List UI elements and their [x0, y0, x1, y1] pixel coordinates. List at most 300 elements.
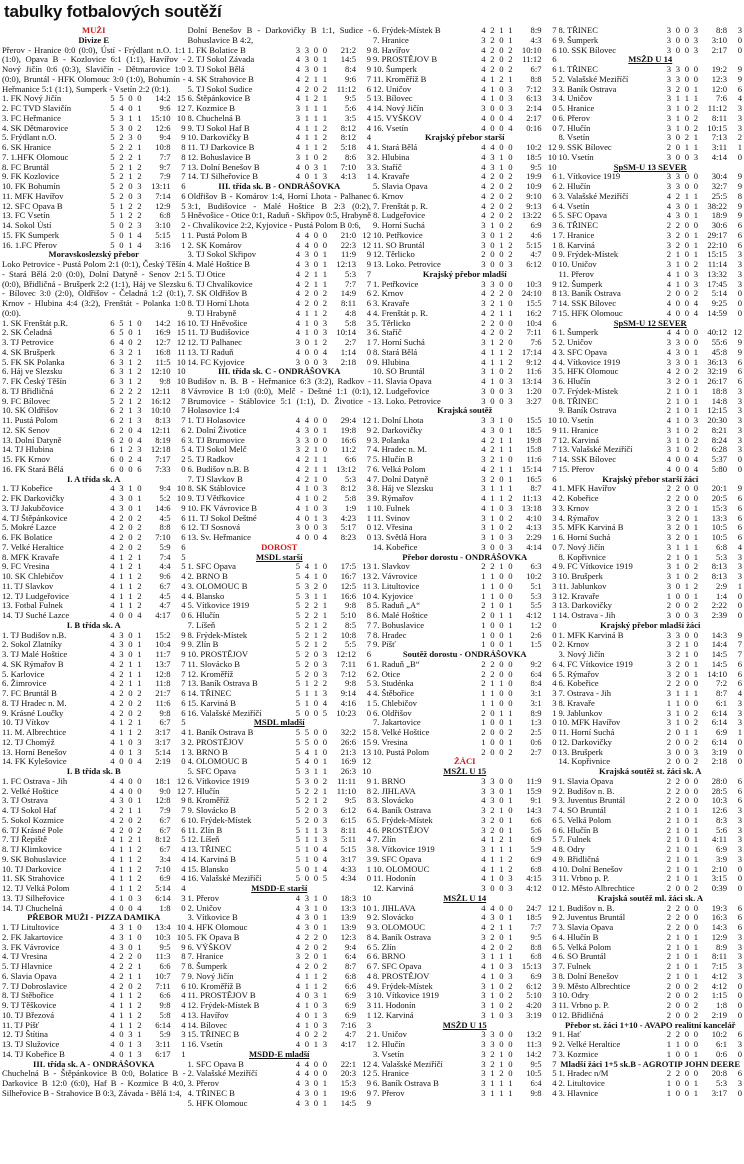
draws: 1 — [128, 162, 133, 172]
losses: 1 — [508, 835, 513, 845]
draws: 0 — [684, 786, 689, 796]
table-row — [188, 894, 372, 904]
draws: 0 — [684, 630, 689, 640]
wins: 2 — [304, 601, 309, 611]
played: 6 — [110, 328, 115, 338]
draws: 0 — [499, 1030, 504, 1040]
points: 12 — [547, 143, 557, 152]
score: 2:14 — [526, 104, 542, 113]
table-row — [373, 182, 557, 192]
table-row — [2, 358, 186, 368]
team-name: 3. OLOMOUC B — [187, 581, 248, 591]
played: 2 — [666, 289, 671, 299]
wins: 1 — [490, 952, 495, 962]
table-row — [373, 445, 557, 455]
team-name: 4. SK Dětmarovice — [2, 123, 69, 133]
wins: 2 — [490, 318, 495, 328]
losses: 0 — [508, 1049, 513, 1059]
played: 4 — [295, 981, 300, 991]
draws: 0 — [684, 182, 689, 191]
wins: 2 — [119, 679, 124, 689]
points: 5 — [552, 835, 557, 845]
score: 9:5 — [159, 942, 171, 952]
played: 3 — [666, 133, 671, 143]
played: 4 — [110, 1010, 115, 1020]
draws: 0 — [684, 913, 689, 923]
played: 4 — [110, 601, 115, 611]
table-row — [373, 192, 557, 202]
draws: 1 — [313, 562, 318, 572]
team-name: 12. Město Albrechtice — [558, 884, 635, 893]
played: 3 — [481, 35, 486, 45]
draws: 0 — [684, 533, 689, 542]
points: 3 — [737, 113, 742, 123]
table-row — [2, 504, 186, 514]
losses: 0 — [508, 669, 513, 679]
team-name: 7. Frýdek-Místek — [558, 386, 619, 396]
losses: 0 — [693, 172, 698, 182]
table-row — [2, 436, 186, 446]
team-name: 7. Hranice — [558, 230, 595, 240]
draws: 1 — [499, 299, 504, 308]
table-row — [188, 738, 372, 748]
points: 4 — [181, 854, 186, 864]
team-name: 6. PROSTĚJOV — [373, 825, 430, 835]
points: 3 — [552, 503, 557, 513]
wins: 2 — [304, 952, 309, 962]
points: 9 — [552, 786, 557, 796]
points: 9 — [366, 1079, 371, 1088]
team-name: 10. Uničov — [558, 260, 597, 269]
score: 11:8 — [155, 679, 171, 689]
losses: 2 — [322, 133, 327, 143]
team-name: 3. Vsetín — [373, 1049, 404, 1059]
losses: 6 — [137, 464, 142, 474]
wins: 2 — [675, 523, 680, 533]
section-heading: ŽÁCI — [454, 757, 476, 767]
losses: 1 — [508, 601, 513, 611]
wins: 1 — [675, 269, 680, 279]
section-heading: MSDL mladší — [253, 718, 305, 728]
losses: 2 — [137, 162, 142, 172]
draws: 0 — [684, 74, 689, 84]
wins: 3 — [490, 425, 495, 435]
losses: 2 — [137, 815, 142, 825]
team-name: 4. Kyjovice — [373, 591, 414, 601]
played: 4 — [666, 464, 671, 474]
table-row — [373, 611, 557, 621]
score: 4:13 — [526, 523, 542, 533]
draws: 1 — [313, 513, 318, 523]
score: 12:6 — [155, 123, 171, 133]
losses: 2 — [693, 435, 698, 445]
losses: 0 — [508, 318, 513, 328]
team-name: 12. SFC Opava B — [2, 201, 63, 211]
draws: 1 — [684, 94, 689, 104]
score: 4:7 — [345, 1030, 356, 1040]
wins: 1 — [675, 542, 680, 552]
losses: 2 — [137, 386, 142, 396]
table-row — [2, 338, 186, 348]
score: 22:10 — [707, 240, 727, 250]
table-row — [2, 865, 186, 875]
score: 6:8 — [716, 542, 727, 552]
score: 26:3 — [340, 767, 356, 776]
table-row — [188, 650, 372, 660]
draws: 0 — [684, 328, 689, 338]
played: 4 — [295, 416, 300, 425]
wins: 0 — [675, 1079, 680, 1088]
losses: 3 — [137, 416, 142, 425]
points: 6 — [737, 1069, 742, 1079]
team-name: 9. Frýdek-Místek — [373, 981, 433, 991]
losses: 1 — [693, 133, 698, 143]
wins: 1 — [119, 737, 124, 747]
played: 4 — [481, 113, 486, 123]
draws: 1 — [128, 230, 133, 240]
losses: 5 — [322, 708, 327, 718]
draws: 2 — [128, 386, 133, 396]
team-name: 1. BRNO — [373, 776, 406, 786]
played: 4 — [110, 718, 115, 728]
team-name: 6. BRNO — [373, 952, 406, 962]
wins: 2 — [675, 679, 680, 689]
table-row — [2, 153, 186, 163]
points: 10 — [176, 377, 186, 386]
table-row — [2, 933, 186, 943]
played: 1 — [481, 698, 486, 708]
table-row — [373, 1069, 557, 1079]
points: 13 — [362, 747, 371, 757]
team-name: 2. Kobeřice — [558, 494, 599, 503]
team-name: 8. Vsetín — [558, 133, 590, 143]
played: 3 — [666, 513, 671, 523]
losses: 3 — [508, 533, 513, 542]
wins: 2 — [490, 65, 495, 74]
wins: 2 — [119, 152, 124, 162]
played: 4 — [481, 289, 486, 299]
played: 3 — [481, 1049, 486, 1059]
table-row — [188, 816, 372, 826]
wins: 1 — [675, 874, 680, 884]
points: 9 — [366, 250, 371, 260]
points: 4 — [737, 689, 742, 698]
played: 4 — [110, 708, 115, 718]
losses: 1 — [322, 113, 327, 123]
losses: 1 — [322, 104, 327, 113]
played: 1 — [666, 1079, 671, 1088]
draws: 0 — [684, 572, 689, 581]
points: 6 — [181, 542, 186, 552]
played: 3 — [481, 1059, 486, 1069]
points: 0 — [366, 357, 371, 367]
played: 4 — [481, 464, 486, 474]
played: 4 — [110, 523, 115, 533]
team-name: 15. Karviná B — [187, 698, 236, 708]
losses: 1 — [137, 104, 142, 113]
score: 7:13 — [711, 133, 727, 143]
score: 12:5 — [340, 581, 356, 591]
draws: 0 — [128, 786, 133, 796]
wins: 2 — [675, 659, 680, 669]
losses: 2 — [322, 620, 327, 630]
wins: 1 — [490, 533, 495, 542]
played: 4 — [110, 1040, 115, 1049]
losses: 3 — [322, 172, 327, 182]
losses: 3 — [693, 35, 698, 45]
team-name: 13. TJ Raduň — [187, 347, 234, 357]
draws: 1 — [499, 864, 504, 874]
score: 8:9 — [530, 708, 542, 718]
points: 8 — [366, 611, 371, 620]
draws: 0 — [313, 1098, 318, 1108]
score: 0:39 — [711, 884, 727, 893]
score: 9:8 — [159, 708, 171, 718]
draws: 1 — [313, 981, 318, 991]
losses: 3 — [693, 269, 698, 279]
table-row — [559, 270, 743, 280]
wins: 2 — [304, 464, 309, 474]
team-name: 16. FK Stará Bělá — [2, 464, 64, 474]
team-name: 11. Horní Suchá — [558, 728, 615, 737]
score: 4:20 — [526, 1001, 542, 1010]
draws: 0 — [128, 191, 133, 201]
score: 5:14 — [155, 884, 171, 893]
score: 4:5 — [159, 513, 171, 523]
table-row — [559, 1030, 743, 1040]
draws: 0 — [499, 503, 504, 513]
draws: 0 — [128, 338, 133, 347]
played: 3 — [481, 952, 486, 962]
losses: 1 — [137, 328, 142, 338]
wins: 1 — [675, 260, 680, 269]
table-row — [188, 299, 372, 309]
points: 4 — [181, 1020, 186, 1030]
losses: 2 — [693, 718, 698, 728]
points: 4 — [366, 981, 371, 991]
section-heading: I. A třída sk. A — [67, 474, 121, 484]
losses: 0 — [508, 806, 513, 815]
wins: 0 — [675, 1001, 680, 1010]
losses: 3 — [322, 1010, 327, 1020]
wins: 3 — [675, 201, 680, 211]
draws: 0 — [313, 55, 318, 65]
score: 7:7 — [345, 279, 356, 289]
points: 3 — [737, 806, 742, 815]
points: 6 — [737, 230, 742, 240]
points: 4 — [181, 1010, 186, 1020]
wins: 2 — [304, 659, 309, 669]
score: 9:7 — [159, 162, 171, 172]
table-row — [559, 289, 743, 299]
draws: 1 — [313, 620, 318, 630]
table-row — [373, 738, 557, 748]
draws: 0 — [684, 815, 689, 825]
points: 9 — [737, 182, 742, 191]
wins: 0 — [675, 45, 680, 55]
played: 4 — [295, 230, 300, 240]
section-heading: Mladší žáci 1+5 sk.B - AGROTIP JOHN DEERE — [560, 1059, 741, 1069]
table-row — [559, 172, 743, 182]
played: 3 — [481, 367, 486, 377]
table-row — [2, 319, 186, 329]
losses: 0 — [508, 299, 513, 308]
draws: 1 — [499, 455, 504, 464]
table-row — [373, 533, 557, 543]
points: 8 — [366, 786, 371, 796]
played: 4 — [481, 835, 486, 845]
points: 12 — [362, 240, 371, 250]
played: 5 — [110, 191, 115, 201]
team-name: 6. Horní Suchá — [558, 533, 611, 542]
losses: 1 — [322, 591, 327, 601]
score: 8:11 — [712, 113, 727, 123]
played: 4 — [110, 669, 115, 679]
draws: 0 — [499, 35, 504, 45]
points: 0 — [366, 874, 371, 884]
score: 8:7 — [345, 962, 356, 971]
score: 10:2 — [526, 143, 542, 152]
draws: 1 — [313, 640, 318, 650]
wins: 2 — [304, 630, 309, 640]
played: 4 — [295, 347, 300, 357]
score: 2:6 — [530, 630, 542, 640]
table-row — [188, 270, 372, 280]
score: 7:14 — [155, 191, 171, 201]
team-name: 14. TJ Suché Lazce — [2, 611, 70, 620]
draws: 0 — [313, 650, 318, 659]
played: 4 — [295, 260, 300, 269]
played: 4 — [295, 308, 300, 318]
score: 9:4 — [159, 484, 171, 494]
score: 1:4 — [716, 591, 727, 601]
team-name: 6. Malé Hoštice — [373, 611, 428, 620]
score: 14:3 — [711, 923, 727, 932]
wins: 1 — [304, 94, 309, 104]
played: 4 — [295, 55, 300, 65]
points: 0 — [737, 289, 742, 299]
played: 5 — [110, 104, 115, 113]
points: 6 — [737, 84, 742, 94]
losses: 2 — [137, 338, 142, 347]
score: 19:9 — [526, 172, 542, 182]
points: 9 — [366, 1098, 371, 1108]
losses: 2 — [508, 172, 513, 182]
played: 4 — [481, 94, 486, 104]
draws: 2 — [128, 718, 133, 728]
score: 9:8 — [345, 679, 356, 689]
losses: 3 — [508, 1010, 513, 1020]
score: 19:2 — [711, 65, 727, 74]
table-row — [559, 85, 743, 95]
draws: 0 — [313, 289, 318, 299]
table-row — [559, 104, 743, 114]
wins: 1 — [304, 133, 309, 143]
team-name: 8. Dolní Benešov — [558, 971, 619, 981]
draws: 1 — [313, 123, 318, 133]
score: 6:28 — [711, 445, 727, 455]
points: 3 — [552, 874, 557, 884]
played: 5 — [110, 113, 115, 123]
points: 8 — [366, 932, 371, 942]
points: 4 — [366, 971, 371, 981]
table-row — [188, 904, 372, 914]
points: 3 — [737, 250, 742, 260]
table-row — [559, 777, 743, 787]
played: 4 — [481, 864, 486, 874]
score: 5:37 — [711, 455, 727, 464]
points: 0 — [552, 123, 557, 133]
wins: 0 — [490, 396, 495, 406]
team-name: 4. Blansko — [187, 591, 225, 601]
draws: 0 — [499, 211, 504, 221]
team-name: 3. OLOMOUC — [373, 923, 426, 932]
draws: 3 — [128, 1030, 133, 1040]
score: 5:10 — [340, 611, 356, 620]
section-heading: Krajská soutěž — [437, 406, 493, 416]
draws: 0 — [313, 1069, 318, 1079]
score: 16:9 — [155, 328, 171, 338]
draws: 1 — [128, 377, 133, 386]
played: 3 — [481, 221, 486, 230]
losses: 1 — [508, 845, 513, 854]
losses: 2 — [693, 562, 698, 572]
points: 6 — [737, 367, 742, 377]
played: 4 — [481, 162, 486, 172]
draws: 1 — [128, 581, 133, 591]
table-row — [373, 806, 557, 816]
standings-table — [188, 728, 372, 884]
score: 9:0 — [159, 786, 171, 796]
team-name: 8. Velké Hoštice — [373, 728, 430, 737]
points: 7 — [181, 416, 186, 425]
score: 1:2 — [530, 620, 542, 630]
wins: 2 — [119, 542, 124, 552]
points: 6 — [552, 172, 557, 182]
points: 6 — [552, 65, 557, 74]
table-row — [188, 943, 372, 953]
table-row — [559, 660, 743, 670]
played: 3 — [295, 445, 300, 455]
table-row — [559, 143, 743, 153]
points: 1 — [181, 1040, 186, 1049]
table-row — [2, 592, 186, 602]
score: 9:8 — [159, 377, 171, 386]
draws: 0 — [499, 620, 504, 630]
played: 3 — [666, 65, 671, 74]
points: 3 — [366, 162, 371, 172]
points: 4 — [366, 104, 371, 113]
score: 4:12 — [711, 971, 727, 981]
played: 3 — [481, 884, 486, 893]
points: 7 — [552, 26, 557, 35]
team-name: 12. Darkovičky — [558, 737, 612, 747]
wins: 1 — [490, 874, 495, 884]
score: 55:6 — [711, 338, 727, 347]
losses: 4 — [322, 698, 327, 708]
wins: 2 — [675, 786, 680, 796]
draws: 0 — [313, 416, 318, 425]
table-row — [559, 523, 743, 533]
played: 4 — [295, 1069, 300, 1079]
points: 3 — [737, 708, 742, 718]
wins: 3 — [119, 923, 124, 932]
losses: 2 — [322, 971, 327, 981]
table-row — [373, 1001, 557, 1011]
points: 7 — [366, 279, 371, 289]
score: 5:8 — [345, 494, 356, 503]
wins: 0 — [304, 708, 309, 718]
